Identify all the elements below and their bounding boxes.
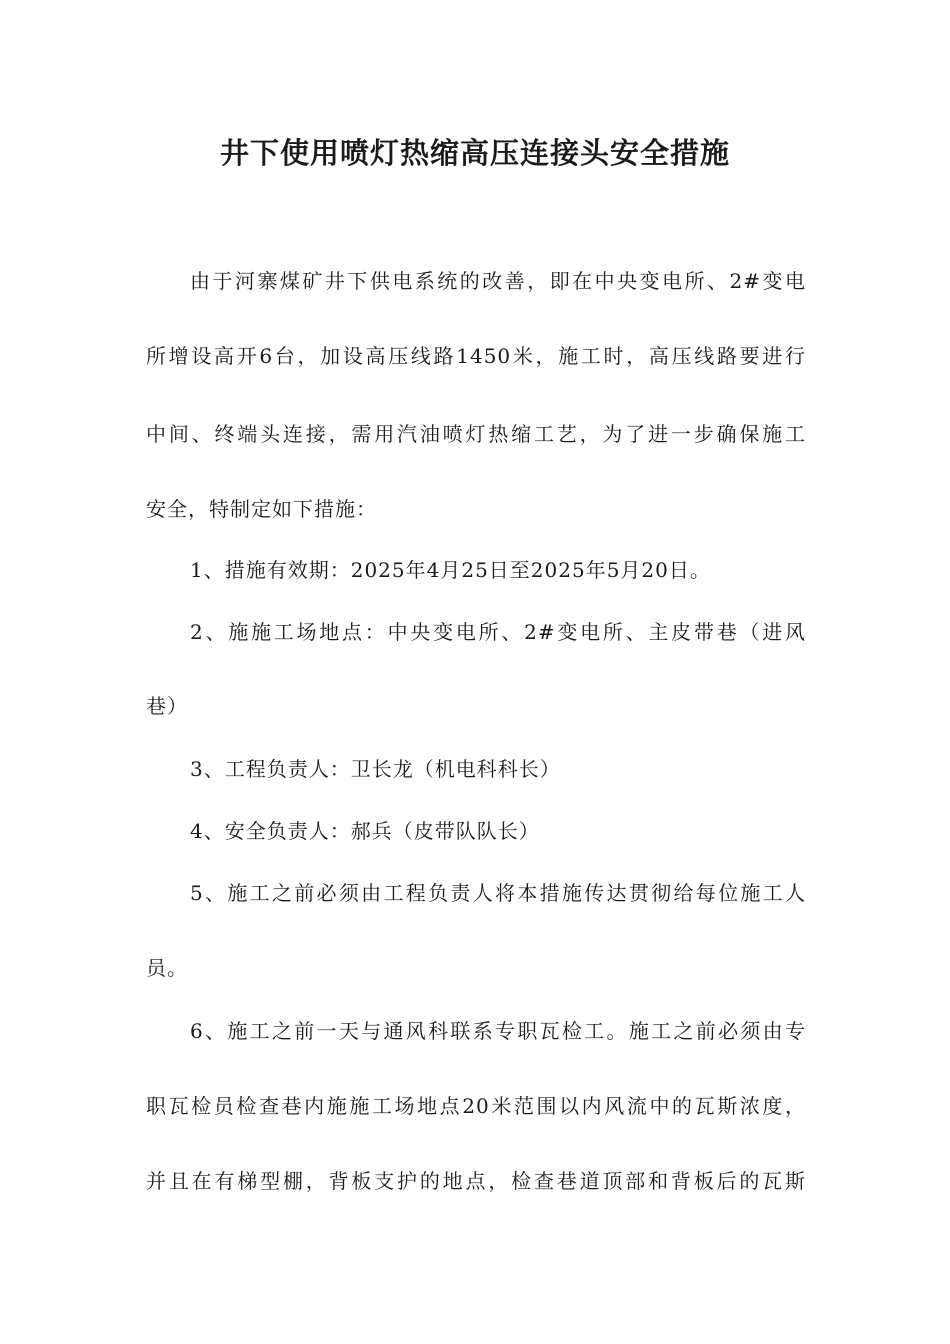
item-1: 1、措施有效期：2025年4月25日至2025年5月20日。: [190, 558, 711, 582]
intro-line-3: 中间、终端头连接，需用汽油喷灯热缩工艺，为了进一步确保施工: [146, 422, 806, 446]
intro-line-1: 由于河寨煤矿井下供电系统的改善，即在中央变电所、2#变电: [190, 269, 806, 293]
item-6-line-3: 并且在有梯型棚，背板支护的地点，检查巷道顶部和背板后的瓦斯: [146, 1169, 806, 1193]
item-5-line-1: 5、施工之前必须由工程负责人将本措施传达贯彻给每位施工人: [190, 881, 806, 905]
item-3: 3、工程负责人：卫长龙（机电科科长）: [190, 757, 561, 781]
intro-line-2: 所增设高开6台，加设高压线路1450米，施工时，高压线路要进行: [146, 344, 806, 368]
item-5-line-2: 员。: [146, 956, 188, 980]
item-2-line-1: 2、施施工场地点：中央变电所、2#变电所、主皮带巷（进风: [190, 620, 806, 644]
document-title: 井下使用喷灯热缩高压连接头安全措施: [219, 136, 730, 170]
item-6-line-1: 6、施工之前一天与通风科联系专职瓦检工。施工之前必须由专: [190, 1019, 806, 1043]
intro-line-4: 安全，特制定如下措施：: [146, 497, 377, 521]
item-2-line-2: 巷）: [146, 694, 188, 718]
item-6-line-2: 职瓦检员检查巷内施施工场地点20米范围以内风流中的瓦斯浓度，: [146, 1094, 806, 1118]
item-4: 4、安全负责人：郝兵（皮带队队长）: [190, 819, 540, 843]
